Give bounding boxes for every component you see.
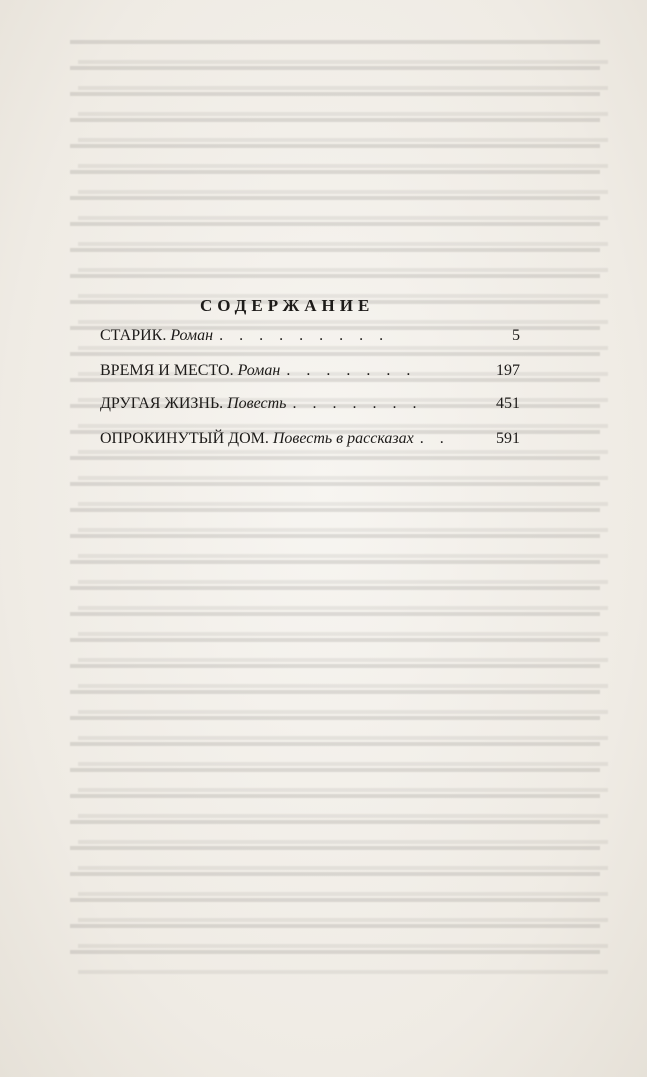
- toc-entry-kind: Повесть: [227, 395, 287, 412]
- toc-entry-page: 451: [496, 395, 520, 412]
- toc-entry-kind: Роман: [170, 327, 214, 344]
- toc-entry-title: ОПРОКИНУТЫЙ ДОМ.: [100, 430, 269, 447]
- toc-entry-page: 5: [512, 327, 520, 344]
- toc-entry[interactable]: [100, 362, 520, 386]
- toc-entry-leader: . . . . . . . . .: [219, 327, 390, 344]
- toc-entry-title: СТАРИК.: [100, 327, 167, 344]
- toc-entry[interactable]: [100, 395, 520, 419]
- toc-entry-leader: . . . . . . .: [292, 395, 423, 412]
- toc-heading: СОДЕРЖАНИЕ: [200, 296, 375, 315]
- toc-entry-page: 591: [496, 430, 520, 447]
- toc-entry-kind: Повесть в рассказах: [272, 430, 414, 447]
- toc-entry-leader: . .: [419, 430, 450, 447]
- toc-entry-title: ВРЕМЯ И МЕСТО.: [100, 362, 234, 379]
- toc-entry[interactable]: [100, 430, 520, 454]
- toc-entry-leader: . . . . . . .: [286, 362, 417, 379]
- toc-entry-title: ДРУГАЯ ЖИЗНЬ.: [100, 395, 224, 412]
- toc-entry[interactable]: [100, 327, 520, 351]
- toc-entry-kind: Роман: [237, 362, 281, 379]
- toc-entry-page: 197: [496, 362, 520, 379]
